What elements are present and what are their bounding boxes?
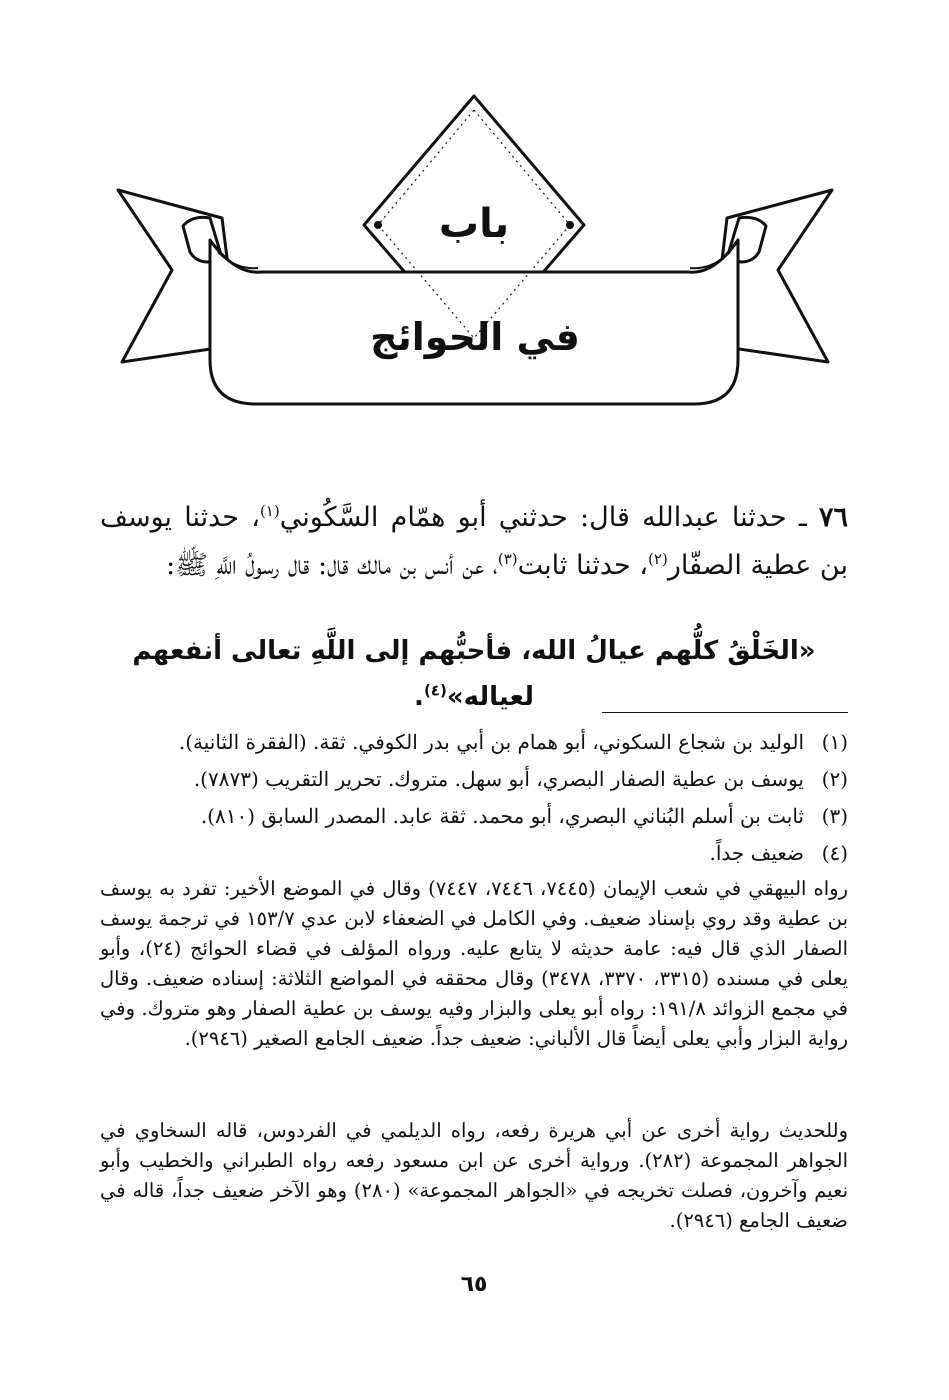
footnote-marker: (٣) <box>821 804 848 828</box>
footnote-marker: (٤) <box>821 841 848 865</box>
footnote-ref-1: (١) <box>259 502 280 520</box>
footnote-text: ثابت بن أسلم البُناني البصري، أبو محمد. ثقة عابد. المصدر السابق (٨١٠). <box>200 804 804 828</box>
footnote-ref-3: (٣) <box>497 550 518 568</box>
hadith-number: ٧٦ <box>818 502 848 533</box>
hadith-dash: ـ <box>786 502 819 533</box>
hadith-text-part-1: حدثنا عبدالله قال: حدثني أبو همّام السَّكُوني <box>279 502 787 533</box>
footnote-item <box>100 835 848 872</box>
footnote-item <box>100 798 848 835</box>
page-number: ٦٥ <box>460 1272 488 1297</box>
footnote-ref-4: (٤) <box>423 681 447 700</box>
hadith-quote-text: «الخَلْقُ كلُّهم عيالُ الله، فأحبُّهم إلى اللَّهِ تعالى أنفعهم لعياله» <box>132 636 816 712</box>
footnote-marker: (٢) <box>821 767 848 791</box>
hadith-quote-end: . <box>414 682 424 712</box>
hadith-text-part-4: ، عن أنس بن مالك قال: قال رسولُ اللَّهِ ﷺ: <box>166 550 498 581</box>
footnote-text: الوليد بن شجاع السكوني، أبو همام بن أبي بدر الكوفي. ثقة. (الفقرة الثانية). <box>178 730 804 754</box>
footnote-text: ضعيف جداً. <box>709 841 804 865</box>
footnote-marker: (١) <box>821 730 848 754</box>
hadith-text-part-2: ، حدثنا يوسف بن عطية الصفّار <box>100 502 848 581</box>
footnote-item <box>100 724 848 761</box>
hadith-text-part-3: ، حدثنا ثابت <box>517 550 649 581</box>
hadith-text <box>100 494 848 590</box>
footnote-list <box>100 724 848 872</box>
hadith-quote <box>100 628 848 720</box>
chapter-label: باب <box>438 201 510 247</box>
chapter-title: في الحوائج <box>370 315 580 359</box>
footnote-ref-2: (٢) <box>648 550 668 568</box>
takhrij-paragraph-2: وللحديث رواية أخرى عن أبي هريرة رفعه، رواه الديلمي في الفردوس، قاله السخاوي في الجواهر المجموعة (٢٨٢). ورواية أخرى عن ابن مسعود رفعه رواه الطبراني والخطيب وأبو نعيم وآخرون، فصلت تخريجه في «الجواهر المجموعة» (٢٨٠) وهو الآخر ضعيف جداً، قاله في ضعيف الجامع (٢٩٤٦). <box>100 1119 848 1232</box>
footnote-divider <box>602 712 848 713</box>
takhrij-paragraph-1: رواه البيهقي في شعب الإيمان (٧٤٤٥، ٧٤٤٦، ٧٤٤٧) وقال في الموضع الأخير: تفرد به يوسف بن عطية وقد روي بإسناد ضعيف. وفي الكامل في الضعفاء لابن عدي ١٥٣/٧ في ترجمة يوسف الصفار الذي قال فيه: عامة حديثه لا يتابع عليه. ورواه المؤلف في قضاء الحوائج (٢٤)، وأبو يعلى في مسنده (٣٣١٥، ٣٣٧٠، ٣٤٧٨) وقال محققه في المواضع الثلاثة: إسناده ضعيف. وقال في مجمع الزوائد ١٩١/٨: رواه أبو يعلى والبزار وفيه يوسف بن عطية الصفار وهو متروك. وفي رواية البزار وأبي يعلى أيضاً قال الألباني: ضعيف جداً. ضعيف الجامع الصغير (٢٩٤٦). <box>100 877 849 1050</box>
footnote-text: يوسف بن عطية الصفار البصري، أبو سهل. متروك. تحرير التقريب (٧٨٧٣). <box>193 767 804 791</box>
footnote-item <box>100 761 848 798</box>
